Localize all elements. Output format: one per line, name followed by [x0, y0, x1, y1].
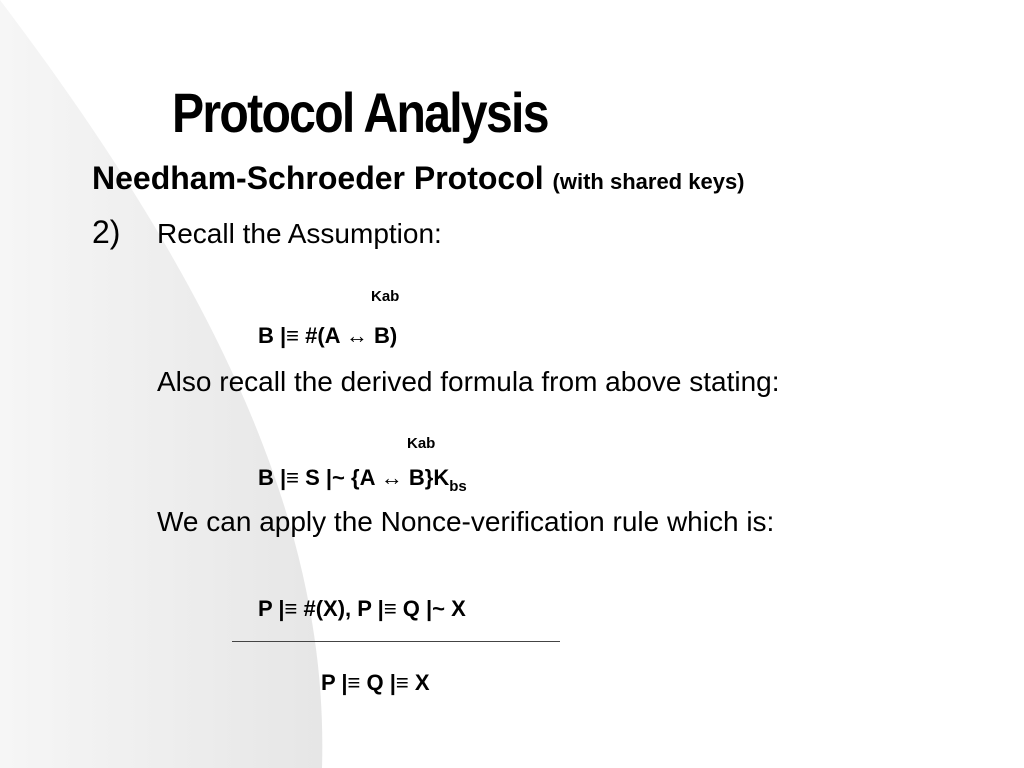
text-line-derived: Also recall the derived formula from above stating:: [157, 366, 780, 397]
item-number: 2): [92, 214, 121, 250]
rule-premise: P |≡ #(X), P |≡ Q |~ X: [258, 596, 466, 621]
slide-title: Protocol Analysis: [172, 81, 548, 144]
formula-derived-subscript: bs: [449, 478, 467, 495]
slide-subtitle: [92, 160, 745, 197]
rule-divider: [232, 641, 560, 642]
rule-conclusion: P |≡ Q |≡ X: [321, 670, 430, 695]
subtitle-note: (with shared keys): [552, 169, 745, 194]
key-label-2: Kab: [407, 435, 436, 452]
text-line-assumption: Recall the Assumption:: [157, 218, 442, 249]
subtitle-main: Needham-Schroeder Protocol: [92, 160, 544, 196]
text-line-nonce: We can apply the Nonce-verification rule which is:: [157, 506, 775, 537]
key-label-1: Kab: [371, 288, 400, 305]
formula-derived: [258, 465, 467, 495]
formula-assumption: B |≡ #(A ↔ B): [258, 323, 398, 348]
formula-derived-main: B |≡ S |~ {A ↔ B}K: [258, 465, 450, 490]
